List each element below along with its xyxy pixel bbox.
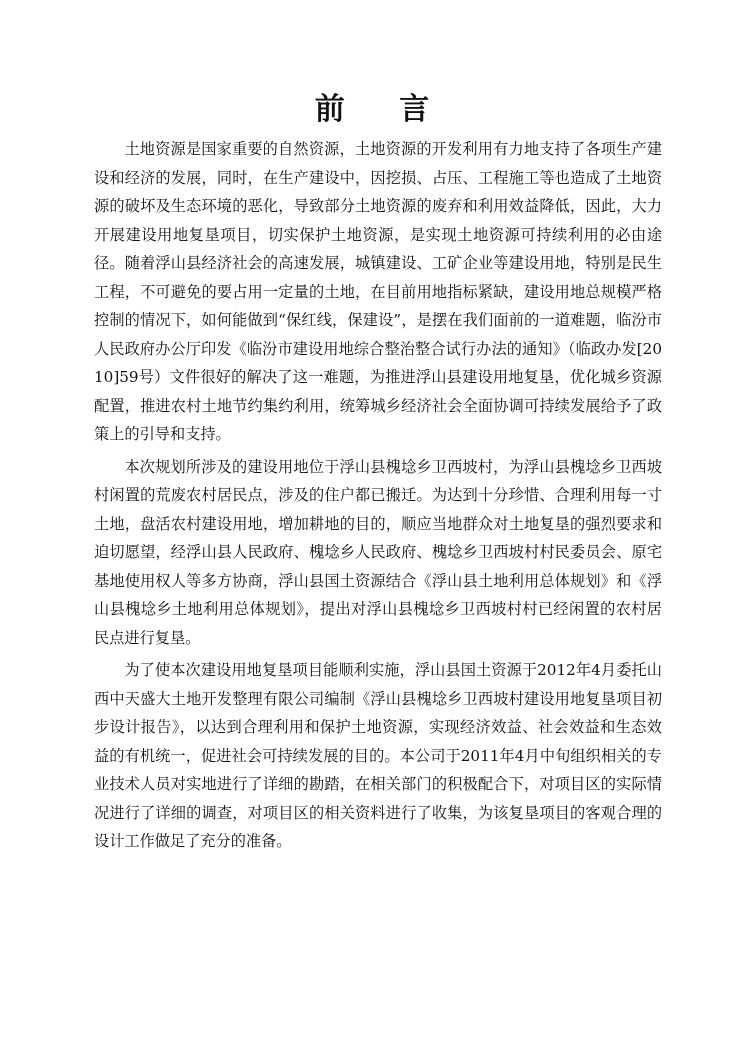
paragraph-1: 土地资源是国家重要的自然资源，土地资源的开发利用有力地支持了各项生产建设和经济的发展，同时，在生产建设中，因挖损、占压、工程施工等也造成了土地资源的破坏及生态环境的恶化，导致部分土地资源的废弃和利用效益降低，因此，大力开展建设用地复垦项目，切实保护土地资源，是实现土地资源可持续利用的必由途径。随着浮山县经济社会的高速发展，城镇建设、工矿企业等建设用地，特别是民生工程，不可避免的要占用一定量的土地，在目前用地指标紧缺，建设用地总规模严格控制的情况下，如何能做到“保红线，保建设”，是摆在我们面前的一道难题，临汾市人民政府办公厅印发《临汾市建设用地综合整治整合试行办法的通知》（临政办发[2010]59号）文件很好的解决了这一难题，为推进浮山县建设用地复垦，优化城乡资源配置，推进农村土地节约集约利用，统筹城乡经济社会全面协调可持续发展给予了政策上的引导和支持。 <box>94 140 662 443</box>
paragraph-3: 为了使本次建设用地复垦项目能顺利实施，浮山县国土资源于2012年4月委托山西中天盛大土地开发整理有限公司编制《浮山县槐埝乡卫西坡村建设用地复垦项目初步设计报告》，以达到合理利用和保护土地资源，实现经济效益、社会效益和生态效益的有机统一，促进社会可持续发展的目的。本公司于2011年4月中旬组织相关的专业技术人员对实地进行了详细的勘踏，在相关部门的积极配合下，对项目区的实际情况进行了详细的调查，对项目区的相关资料进行了收集，为该复垦项目的客观合理的设计工作做足了充分的准备。 <box>94 661 662 850</box>
document-body <box>94 135 662 860</box>
page-title: 前 言 <box>314 92 452 127</box>
paragraph-2: 本次规划所涉及的建设用地位于浮山县槐埝乡卫西坡村，为浮山县槐埝乡卫西坡村闲置的荒废农村居民点，涉及的住户都已搬迁。为达到十分珍惜、合理利用每一寸土地，盘活农村建设用地，增加耕地的目的，顺应当地群众对土地复垦的强烈要求和迫切愿望，经浮山县人民政府、槐埝乡人民政府、槐埝乡卫西坡村村民委员会、原宅基地使用权人等多方协商，浮山县国土资源结合《浮山县土地利用总体规划》和《浮山县槐埝乡土地利用总体规划》，提出对浮山县槐埝乡卫西坡村村已经闲置的农村居民点进行复垦。 <box>94 457 662 647</box>
